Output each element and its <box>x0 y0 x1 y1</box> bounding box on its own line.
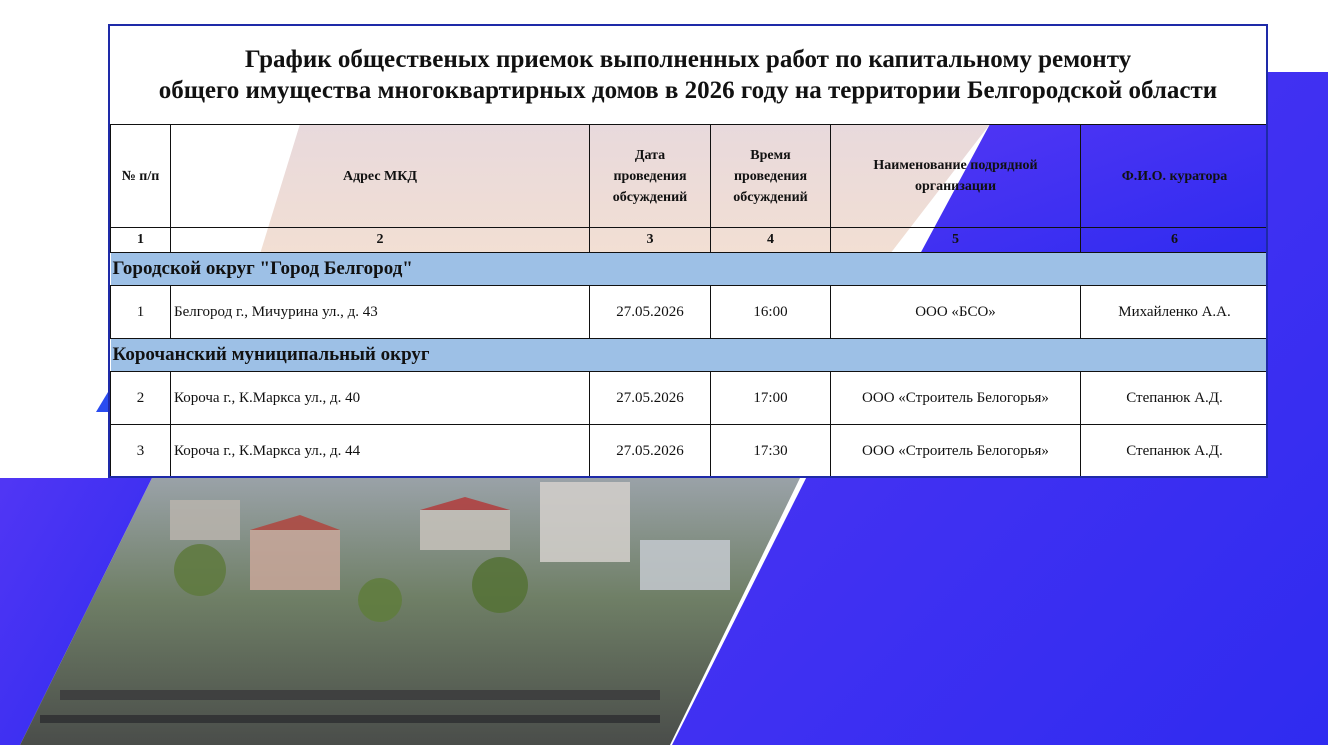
column-number: 2 <box>171 228 590 253</box>
cell-num: 2 <box>111 372 171 425</box>
header-contractor-text: Наименование подрядной организации <box>873 158 1038 194</box>
cell-address: Белгород г., Мичурина ул., д. 43 <box>171 286 590 339</box>
table-row <box>111 372 1269 425</box>
column-number: 5 <box>831 228 1081 253</box>
header-date <box>590 125 711 228</box>
cell-curator: Михайленко А.А. <box>1081 286 1269 339</box>
city-photo <box>20 478 800 745</box>
cell-date: 27.05.2026 <box>590 372 711 425</box>
column-number: 1 <box>111 228 171 253</box>
title-box <box>110 26 1266 124</box>
schedule-sheet <box>108 24 1268 478</box>
cell-contractor: ООО «БСО» <box>831 286 1081 339</box>
cell-num: 3 <box>111 425 171 478</box>
cell-num: 1 <box>111 286 171 339</box>
column-number: 4 <box>711 228 831 253</box>
table-row <box>111 425 1269 478</box>
table-row <box>111 286 1269 339</box>
header-time <box>711 125 831 228</box>
cell-address: Короча г., К.Маркса ул., д. 40 <box>171 372 590 425</box>
column-number-row <box>111 228 1269 253</box>
header-curator: Ф.И.О. куратора <box>1081 125 1269 228</box>
blue-tick <box>96 392 108 412</box>
cell-time: 17:00 <box>711 372 831 425</box>
cell-date: 27.05.2026 <box>590 425 711 478</box>
header-row <box>111 125 1269 228</box>
cell-date: 27.05.2026 <box>590 286 711 339</box>
column-number: 3 <box>590 228 711 253</box>
group-name: Корочанский муниципальный округ <box>111 339 1269 372</box>
schedule-table <box>110 124 1268 478</box>
cell-time: 17:30 <box>711 425 831 478</box>
cell-address: Короча г., К.Маркса ул., д. 44 <box>171 425 590 478</box>
header-num: № п/п <box>111 125 171 228</box>
cell-contractor: ООО «Строитель Белогорья» <box>831 372 1081 425</box>
title-line-1: График общественых приемок выполненных работ по капитальному ремонту <box>244 46 1132 73</box>
title-line-2: общего имущества многоквартирных домов в 2026 году на территории Белгородской области <box>158 77 1218 104</box>
header-time-text: Время проведения обсуждений <box>733 147 808 205</box>
header-contractor <box>831 125 1081 228</box>
header-address: Адрес МКД <box>171 125 590 228</box>
header-date-text: Дата проведения обсуждений <box>612 147 688 205</box>
column-number: 6 <box>1081 228 1269 253</box>
group-name: Городской округ "Город Белгород" <box>111 253 1269 286</box>
page-title <box>110 26 1266 106</box>
cell-contractor: ООО «Строитель Белогорья» <box>831 425 1081 478</box>
cell-curator: Степанюк А.Д. <box>1081 425 1269 478</box>
group-row <box>111 339 1269 372</box>
cell-time: 16:00 <box>711 286 831 339</box>
cell-curator: Степанюк А.Д. <box>1081 372 1269 425</box>
group-row <box>111 253 1269 286</box>
